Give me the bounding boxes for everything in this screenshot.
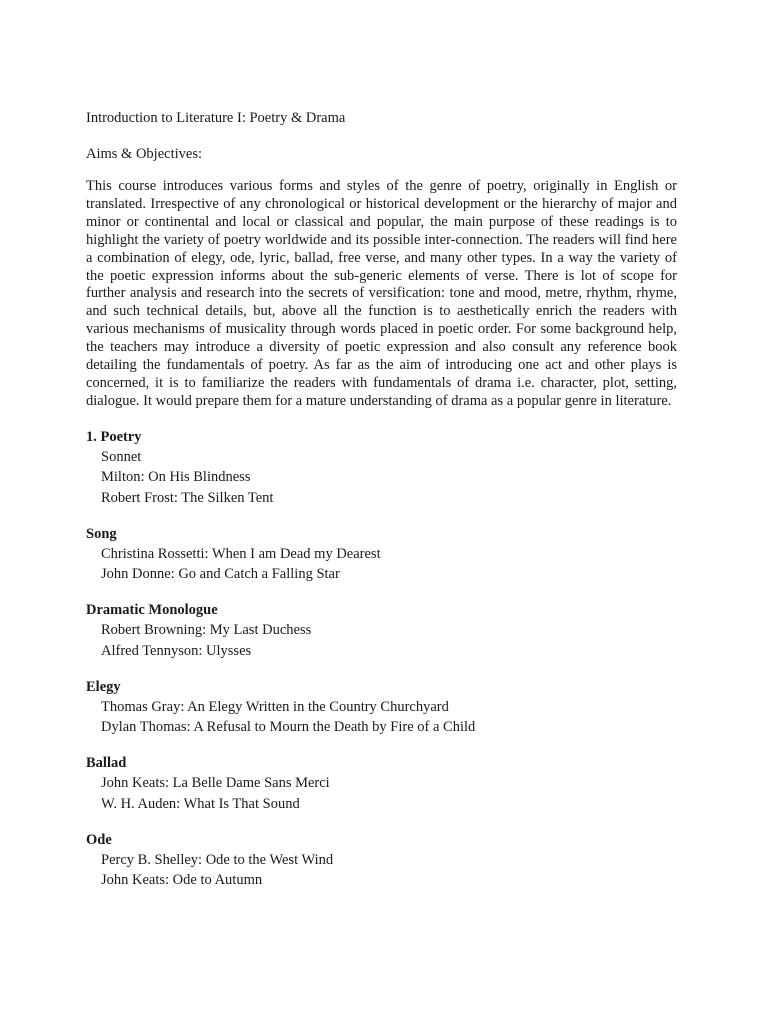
- list-item: Percy B. Shelley: Ode to the West Wind: [101, 851, 334, 868]
- section-heading: Song: [86, 525, 117, 542]
- section-heading: Elegy: [86, 678, 121, 695]
- section-ode: [86, 830, 677, 891]
- section-heading: 1. Poetry: [86, 428, 142, 445]
- list-item: Sonnet: [101, 448, 142, 465]
- document-title: Introduction to Literature I: Poetry & Drama: [86, 110, 346, 126]
- section-song: [86, 524, 677, 585]
- aims-heading: Aims & Objectives:: [86, 146, 202, 162]
- list-item: Alfred Tennyson: Ulysses: [101, 642, 252, 659]
- list-item: Robert Browning: My Last Duchess: [101, 622, 312, 639]
- section-heading: Ode: [86, 831, 112, 848]
- intro-paragraph: This course introduces various forms and styles of the genre of poetry, originally in English or translated. Irrespective of any chronological or historical development or the hierarchy of major and minor or continental and local or classical and popular, the main purpose of these readings is to highlight the variety of poetry worldwide and its possible inter-connection. The readers will find here a combination of elegy, ode, lyric, ballad, free verse, and many other types. In a way the variety of the poetic expression informs about the sub-generic elements of verse. There is lot of scope for further analysis and research into the secrets of versification: tone and mood, metre, rhythm, rhyme, and such technical details, but, above all the function is to aesthetically enrich the readers with various mechanisms of musicality through words placed in poetic order. For some background help, the teachers may introduce a diversity of poetic expression and also consult any reference book detailing the fundamentals of poetry. As far as the aim of introducing one act and other plays is concerned, it is to familiarize the readers with fundamentals of drama i.e. character, plot, setting, dialogue. It would prepare them for a mature understanding of drama as a popular genre in literature.: [86, 178, 677, 409]
- section-heading: Ballad: [86, 755, 127, 772]
- section-heading: Dramatic Monologue: [86, 602, 218, 619]
- list-item: Thomas Gray: An Elegy Written in the Country Churchyard: [101, 698, 449, 715]
- section-ballad: [86, 753, 677, 814]
- list-item: Christina Rossetti: When I am Dead my Dearest: [101, 545, 381, 562]
- list-item: Dylan Thomas: A Refusal to Mourn the Death by Fire of a Child: [101, 719, 476, 736]
- list-item: Robert Frost: The Silken Tent: [101, 489, 274, 506]
- document-page: [86, 108, 677, 890]
- list-item: Milton: On His Blindness: [101, 469, 251, 486]
- list-item: John Keats: Ode to Autumn: [101, 872, 263, 889]
- section-poetry: [86, 427, 677, 508]
- list-item: John Donne: Go and Catch a Falling Star: [101, 566, 340, 583]
- section-elegy: [86, 677, 677, 738]
- list-item: W. H. Auden: What Is That Sound: [101, 795, 300, 812]
- section-dramatic-monologue: [86, 600, 677, 661]
- list-item: John Keats: La Belle Dame Sans Merci: [101, 775, 330, 792]
